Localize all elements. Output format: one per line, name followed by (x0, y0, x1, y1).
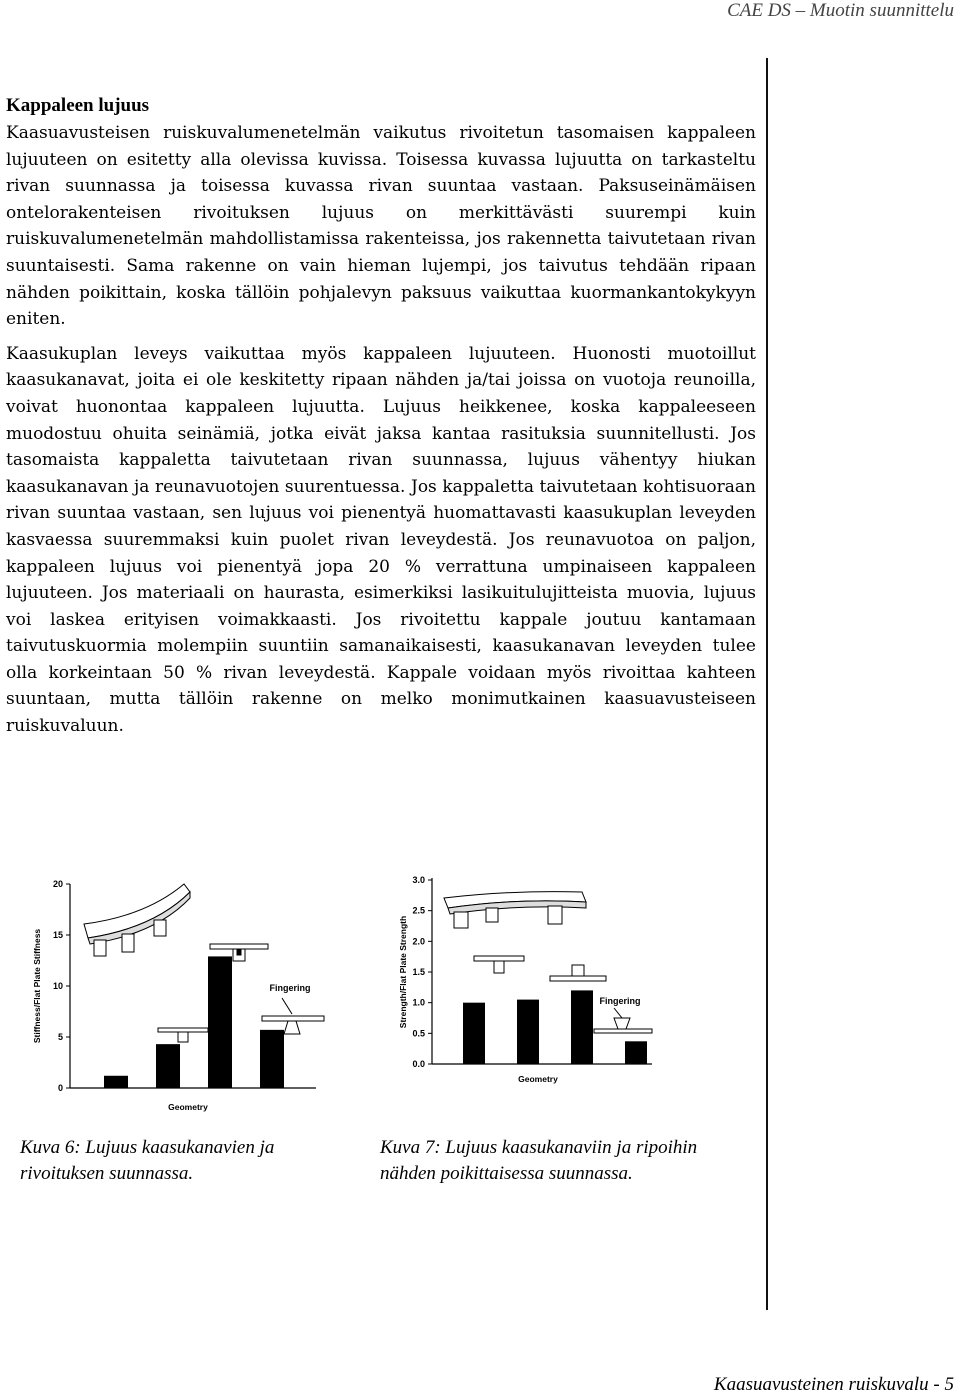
bar-2 (156, 1044, 180, 1088)
y-tick-label: 20 (52, 879, 63, 889)
bar-4 (260, 1030, 284, 1088)
y-tick-label: 10 (52, 981, 63, 991)
y-tick-label: 3.0 (412, 875, 425, 885)
y-tick-label: 1.0 (412, 997, 425, 1008)
bar-1 (463, 1003, 485, 1064)
figure-6-caption: Kuva 6: Lujuus kaasukanavien ja rivoituksen suunnassa. (20, 1137, 275, 1184)
fingering-icon (594, 1008, 652, 1033)
y-axis-label: Strength/Flat Plate Strength (398, 915, 408, 1029)
figure-strength-chart (382, 872, 672, 1092)
paragraph-1: Kaasuavusteisen ruiskuvalumenetelmän vaikutus rivoitetun tasomaisen kappaleen lujuuteen on esitetty alla olevissa kuvissa. Toisessa kuvassa lujuutta on tarkasteltu rivan suunnassa ja toisessa kuvassa rivan suuntaa vastaan. Paksuseinämäisen ontelorakenteisen rivoituksen lujuus on merkittävästi suurempi kuin ruiskuvalumenetelmän mahdollistamissa rakenteissa, jos rakennetta taivutetaan rivan suuntaisesti. Sama rakenne on vain hieman lujempi, jos taivutus tehdään ripaan nähden poikittain, koska tällöin pohjalevyn paksuus vaikuttaa kuormankantokykyyn eniten. (6, 123, 756, 330)
y-tick-label: 15 (52, 930, 63, 940)
margin-rule (766, 58, 768, 1310)
curved-plate-illustration (84, 884, 190, 956)
bar-3 (571, 990, 593, 1064)
y-tick-label: 5 (57, 1032, 63, 1042)
y-tick-label: 0 (57, 1083, 63, 1093)
rib-section-icon-2 (158, 1028, 208, 1042)
figure-7-caption: Kuva 7: Lujuus kaasukanaviin ja ripoihin nähden poikittaisessa suunnassa. (380, 1137, 698, 1184)
fingering-annotation: Fingering (599, 996, 641, 1006)
bar-4 (625, 1041, 647, 1064)
rib-section-icon-1 (474, 956, 524, 973)
fingering-annotation: Fingering (269, 983, 311, 993)
x-axis-label: Geometry (518, 1074, 558, 1084)
bar-2 (517, 1000, 539, 1064)
bar-3 (208, 956, 232, 1088)
bar-1 (104, 1076, 128, 1088)
y-tick-label: 1.5 (412, 967, 425, 977)
y-tick-label: 0.5 (412, 1028, 425, 1039)
strength-chart (382, 872, 672, 1092)
paragraph-2: Kaasukuplan leveys vaikuttaa myös kappaleen lujuuteen. Huonosti muotoillut kaasukanavat, joita ei ole keskitetty ripaan nähden ja/tai joissa on vuotoja reunoilla, voivat huonontaa kappaleen lujuutta. Lujuus heikkenee, koska kappaleeseen muodostuu ohuita seinämiä, jotka eivät jaksa kantaa rasituksia suunnitellusti. Jos tasomaista kappaletta taivutetaan rivan suunnassa, lujuus vähentyy hiukan kaasukanavan ja reunavuotojen suurentuessa. Jos kappaletta taivutetaan kohtisuoraan rivan suuntaa vastaan, sen lujuus voi pienentyä huomattavasti kaasukuplan leveyden kasvaessa suuremmaksi kuin puolet rivan leveydestä. Jos reunavuotoa on paljon, kappaleen lujuus voi pienentyä jopa 20 % verrattuna umpinaiseen kappaleen lujuuteen. Jos materiaali on haurasta, esimerkiksi lasikuitulujitteista muovia, lujuus voi laskea erityisen voimakkaasti. Jos rivoitettu kappale joutuu kantamaan taivutuskuormia molempiin suuntiin samanaikaisesti, kaasukanavan leveyden tulee olla korkeintaan 50 % rivan leveydestä. Kappale voidaan myös rivoittaa kahteen suuntaan, mutta tällöin rakenne on melko monimutkainen kaasuavusteiseen ruiskuvaluun. (6, 343, 756, 737)
running-footer: Kaasuavusteinen ruiskuvalu - 5 (713, 1374, 954, 1395)
rib-section-icon-2 (550, 965, 606, 981)
running-header: CAE DS – Muotin suunnittelu (727, 0, 954, 21)
fingering-icon (262, 998, 324, 1034)
y-tick-label: 2.0 (412, 936, 425, 947)
y-axis-label: Stiffness/Flat Plate Stiffness (32, 928, 42, 1044)
figure-stiffness-chart (26, 872, 326, 1117)
y-tick-label: 0.0 (412, 1059, 425, 1069)
stiffness-chart (26, 872, 326, 1117)
x-axis-label: Geometry (168, 1102, 208, 1112)
main-content (6, 92, 756, 740)
section-title: Kappaleen lujuus (6, 95, 150, 116)
y-tick-label: 2.5 (412, 905, 425, 916)
curved-plate-illustration (444, 892, 586, 928)
